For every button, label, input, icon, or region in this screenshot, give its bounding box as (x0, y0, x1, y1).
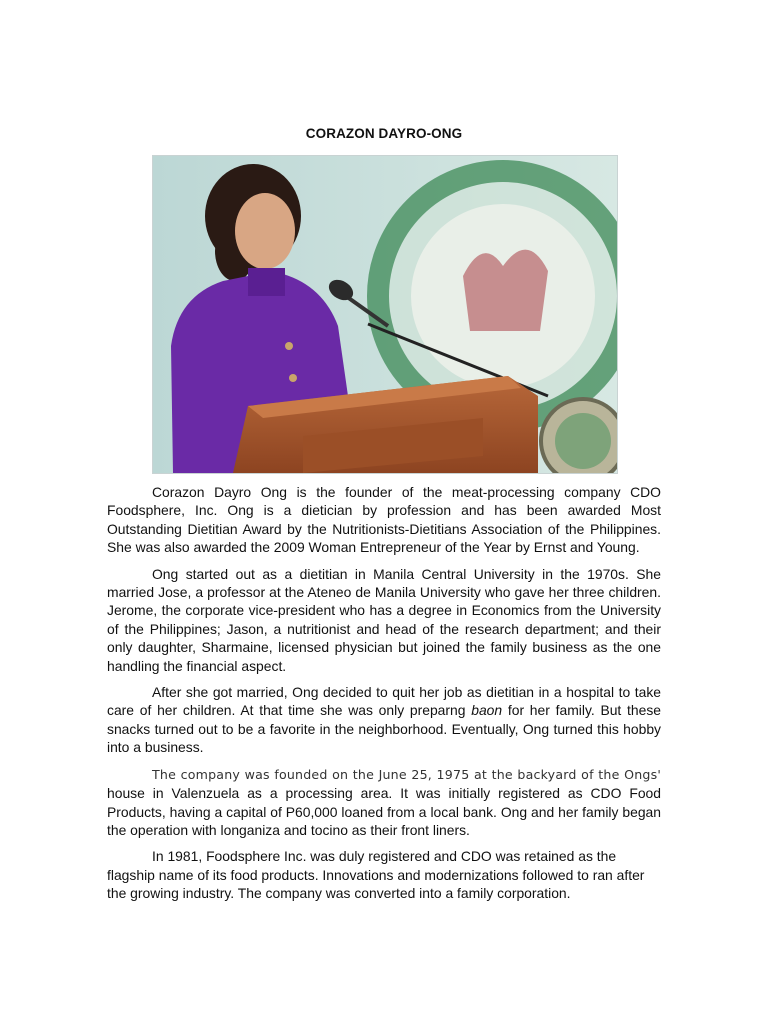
paragraph-3-text-end: for her family. But these snacks turned out to be a favorite in the neighborhood. Eventually, Ong turned this hobby into a business. (107, 702, 662, 756)
paragraph-1: Corazon Dayro Ong is the founder of the meat-processing company CDO Foodsphere, Inc. Ong is a dietician by profession and has been awarded Most Outstanding Dietitian Award by the Nutritionists-Dietitians Association of the Philippines. She was also awarded the 2009 Woman Entrepreneur of the Year by Ernst and Young. (107, 484, 661, 556)
emphasis-baon: baon (471, 702, 503, 719)
portrait-photo-icon (153, 156, 617, 473)
paragraph-3-text: After she got married, Ong decided to quit her job as dietitian in a hospital to take care of her children. At that time she was only preparng (107, 684, 661, 719)
paragraph-4 (107, 765, 661, 840)
portrait-photo (152, 155, 618, 474)
article-body (107, 483, 661, 911)
page-title: CORAZON DAYRO-ONG (305, 126, 463, 141)
paragraph-3 (107, 683, 661, 757)
paragraph-2: Ong started out as a dietitian in Manila Central University in the 1970s. She married Jose, a professor at the Ateneo de Manila University who gave her three children. Jerome, the corporate vice-president who has a degree in Economics from the University of the Philippines; Jason, a nutritionist and head of the research department; and their only daughter, Sharmaine, licensed physician but joined the family business as the one handling the financial aspect. (107, 565, 661, 674)
paragraph-4-lead: The company was founded on the June 25, 1975 at the backyard of the Ongs' (152, 766, 661, 782)
paragraph-4-text: house in Valenzuela as a processing area. It was initially registered as CDO Food Products, having a capital of P60,000 loaned from a local bank. Ong and her family began the operation with longaniza and tocino as their front liners. (107, 785, 661, 838)
paragraph-5: In 1981, Foodsphere Inc. was duly registered and CDO was retained as the flagship name of its food products. Innovations and modernizations followed to ran after the growing industry. The company was converted into a family corporation. (107, 848, 645, 902)
